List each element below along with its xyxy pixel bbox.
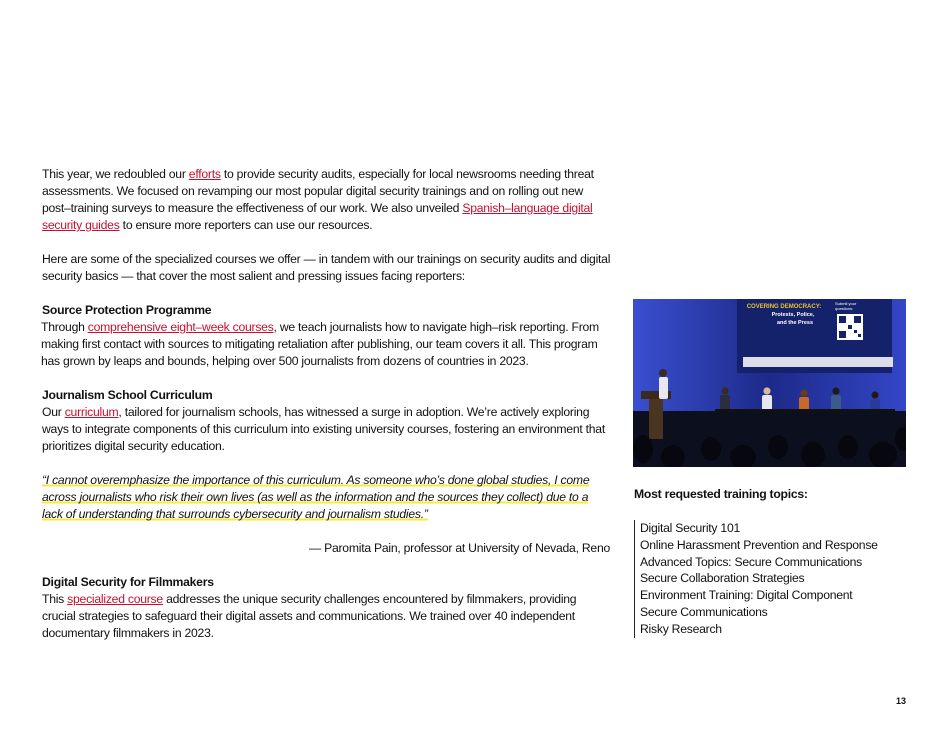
source-protection-title: Source Protection Programme	[42, 303, 212, 317]
intro-paragraph-2: Here are some of the specialized courses we offer — in tandem with our trainings on security audits and digital security basics — that cover the most salient and pressing issues facing reporters:	[42, 252, 611, 283]
topic-item: Secure Communications	[640, 604, 768, 619]
topics-list	[634, 520, 878, 638]
journalism-school-section	[42, 387, 612, 455]
quote-text: “I cannot overemphasize the importance of this curriculum. As someone who’s done global studies, I come across journalists who risk their own lives (as well as the information and the sources they collect) due to a lack of understanding that surrounds cybersecurity and journalism studies.”	[42, 473, 590, 521]
filmmakers-body: This specialized course addresses the unique security challenges encountered by filmmakers, providing crucial strategies to safeguard their digital assets and communications. We trained over 40 independent documentary filmmakers in 2023.	[42, 592, 577, 640]
specialized-course-link[interactable]: specialized course	[67, 592, 163, 606]
svg-text:Submit your: Submit your	[835, 301, 857, 306]
efforts-link[interactable]: efforts	[188, 167, 221, 181]
topic-item: Risky Research	[640, 621, 722, 636]
intro-paragraph-1: This year, we redoubled our efforts to provide security audits, especially for local newsrooms needing threat assessments. We focused on revamping our most popular digital security trainings and on rolling out new post–training surveys to measure the effectiveness of our work. We also unveiled Spanish–language digital security guides to ensure more reporters can use our resources.	[42, 167, 594, 232]
topic-item: Digital Security 101	[640, 521, 740, 535]
svg-text:COVERING DEMOCRACY:: COVERING DEMOCRACY:	[746, 304, 822, 310]
quote-attribution: — Paromita Pain, professor at University of Nevada, Reno	[309, 541, 610, 555]
svg-text:Protests, Police,: Protests, Police,	[771, 312, 815, 318]
sponsor-logos	[743, 357, 893, 367]
main-column	[42, 166, 612, 659]
journalism-school-title: Journalism School Curriculum	[42, 388, 213, 402]
filmmakers-section	[42, 574, 612, 642]
topic-item: Online Harassment Prevention and Response	[640, 537, 878, 552]
page-number: 13	[895, 696, 906, 706]
curriculum-link[interactable]: curriculum	[64, 405, 119, 419]
source-protection-body: Through comprehensive eight–week courses, we teach journalists how to navigate high–risk reporting. From making first contact with sources to mitigating retaliation after publishing, our team covers it all. This program has grown by leaps and bounds, helping over 500 journalists from dozens of countries in 2023.	[41, 320, 599, 368]
spanish-guides-link[interactable]: Spanish–language digital security guides	[42, 201, 593, 232]
testimonial-quote	[42, 472, 612, 523]
topic-item: Advanced Topics: Secure Communications	[640, 554, 862, 569]
topic-item: Secure Collaboration Strategies	[640, 571, 805, 586]
svg-text:questions:: questions:	[835, 306, 854, 311]
panel-stage-illustration	[633, 299, 906, 467]
event-photo	[633, 299, 906, 467]
eight-week-courses-link[interactable]: comprehensive eight–week courses	[87, 320, 274, 334]
topics-heading: Most requested training topics:	[634, 487, 808, 501]
journalism-school-body: Our curriculum, tailored for journalism schools, has witnessed a surge in adoption. We’re actively exploring ways to integrate components of this curriculum into existing university courses, fostering an environment that prioritizes digital security education.	[42, 405, 605, 453]
topic-item: Environment Training: Digital Component	[640, 588, 853, 603]
svg-text:and the Press: and the Press	[776, 320, 814, 326]
filmmakers-title: Digital Security for Filmmakers	[42, 575, 214, 589]
source-protection-section	[42, 302, 612, 370]
